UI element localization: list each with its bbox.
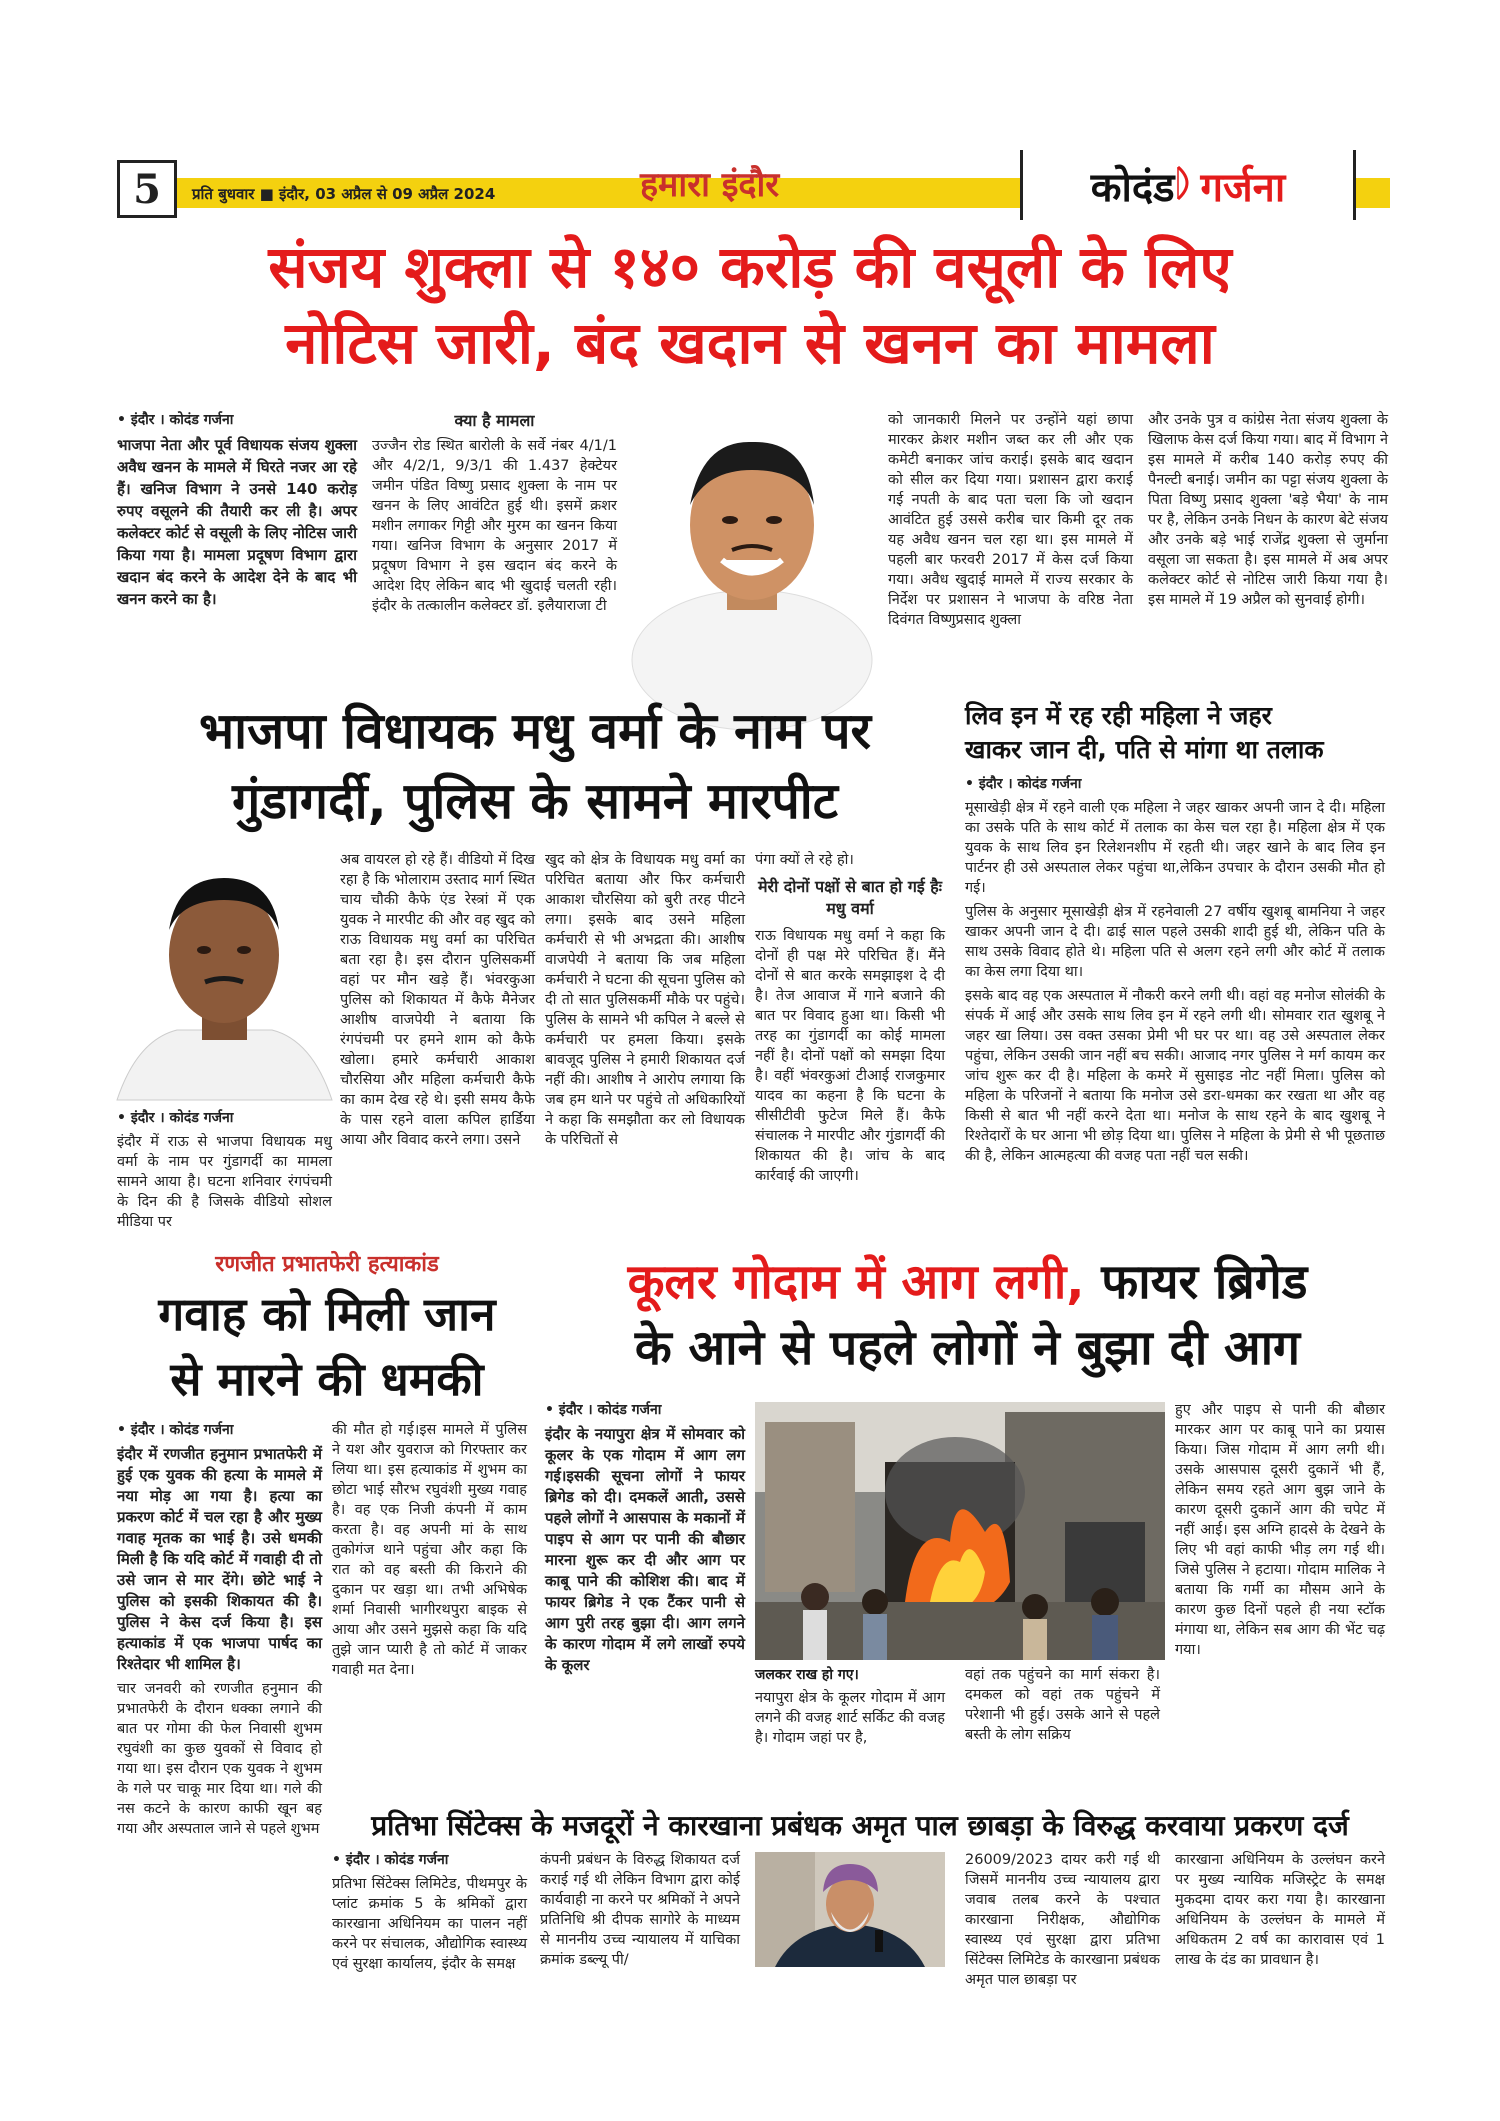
story5-col2 [755, 1688, 945, 1803]
brand-left: कोदंड [1090, 164, 1175, 211]
story5-headline-line1 [545, 1252, 1390, 1312]
story4-lead: इंदौर में रणजीत हनुमान प्रभातफेरी में हुई एक युवक की हत्या के मामले में नया मोड़ आ गया है। हत्या का प्रकरण कोर्ट में चल रहा है और मुख्य गवाह मृतक का भाई है। उसे धमकी मिली है कि यदि कोर्ट में गवाही दी तो उसे जान से मार देंगे। छोटे भाई ने पुलिस को इसकी शिकायत की है। पुलिस ने केस दर्ज किया है। इस हत्याकांड में एक भाजपा पार्षद का रिश्तेदार भी शामिल है। [117, 1445, 322, 1673]
story3-body [965, 774, 1385, 1222]
amrit-pal-chhabra-photo [755, 1852, 945, 1967]
story2-col3 [545, 850, 745, 1220]
story6-headline: प्रतिभा सिंटेक्स के मजदूरों ने कारखाना प्रबंधक अमृत पाल छाबड़ा के विरुद्ध करवाया प्रकरण दर्ज [371, 1809, 1349, 1842]
story5-col4 [1175, 1400, 1385, 1805]
story2-headline-line1: भाजपा विधायक मधु वर्मा के नाम पर [199, 702, 871, 760]
story2-col4-text: राऊ विधायक मधु वर्मा ने कहा कि दोनों ही पक्ष मेरे परिचित हैं। मैंने दोनों से बात करके समझाइश दे दी है। तेज आवाज में गाने बजाने की बात पर विवाद हुआ था। किसी भी तरह का गुंडागर्दी का कोई मामला नहीं है। दोनों पक्षों को समझा दिया है। वहीं भंवरकुआं टीआई राजकुमार यादव का कहना है कि घटना के सीसीटीवी फुटेज मिले हैं। कैफे संचालक ने मारपीट और गुंडागर्दी की शिकायत की है। जांच के बाद कार्रवाई की जाएगी। [755, 928, 945, 1184]
madhu-verma-photo [117, 850, 332, 1100]
story2-col4 [755, 850, 945, 1220]
story1-headline-line1: संजय शुक्ला से १४० करोड़ की वसूली के लिए [268, 233, 1232, 301]
story3-dateline: • इंदौर । कोदंड गर्जना [965, 776, 1082, 792]
story5-col3-text: वहां तक पहुंचने का मार्ग संकरा है। दमकल को वहां तक पहुंचने में परेशानी भी हुई। उसके आने से पहले बस्ती के लोग सक्रिय [965, 1667, 1160, 1743]
story4-headline-line2: से मारने की धमकी [170, 1352, 484, 1406]
story5-headline-black: फायर ब्रिगेड [1101, 1254, 1308, 1310]
story5-dateline: • इंदौर । कोदंड गर्जना [545, 1402, 662, 1418]
story1-col3-text: को जानकारी मिलने पर उन्होंने यहां छापा मारकर क्रेशर मशीन जब्त कर ली और एक कमेटी बनाकर जांच कराई। इसके बाद खदान को सील कर दिया गया। प्रशासन द्वारा कराई गई नपती के बाद पता चला कि जो खदान आवंटित हुई उससे करीब चार किमी दूर तक यह अवैध खनन चल रहा था। इस मामले में पहली बार फरवरी 2017 में केस दर्ज किया गया। अवैध खुदाई मामले में राज्य सरकार के निर्देश पर प्रशासन ने भाजपा के वरिष्ठ नेता दिवंगत विष्णुप्रसाद शुक्ला [888, 412, 1133, 628]
fire-photo-caption: जलकर राख हो गए। [755, 1667, 859, 1683]
story4-kicker: रणजीत प्रभातफेरी हत्याकांड [215, 1252, 439, 1277]
story3-para3: इसके बाद वह एक अस्पताल में नौकरी करने लगी थी। वहां वह मनोज सोलंकी के संपर्क में आई और उसके साथ लिव इन में रहने लगी थी। सोमवार रात खुशबू ने जहर खा लिया। उस वक्त उसका प्रेमी भी घर पर था। वह उसे अस्पताल लेकर पहुंचा, लेकिन उसकी जान नहीं बच सकी। आजाद नगर पुलिस ने मर्ग कायम कर जांच शुरू कर दी है। महिला के कमरे में सुसाइड नोट नहीं मिला। पुलिस को महिला के परिजनों ने बताया कि मनोज उसे डरा-धमका कर रखता था और वह किसी से बात भी नहीं करने देता था। मनोज के साथ रहने के बाद खुशबू ने रिश्तेदारों के घर आना भी छोड़ दिया था। पुलिस ने महिला के प्रेमी से भी पूछताछ की है, लेकिन आत्महत्या की वजह पता नहीं चल सकी। [965, 988, 1385, 1164]
story5-col3 [965, 1665, 1160, 1805]
story4-col1 [117, 1420, 322, 1940]
story2-col1-text: इंदौर में राऊ से भाजपा विधायक मधु वर्मा के नाम पर गुंडागर्दी का मामला सामने आया है। घटना शनिवार रंगपंचमी के दिन की है जिसके वीडियो सोशल मीडिया पर [117, 1134, 332, 1230]
story2-headline-line2: गुंडागर्दी, पुलिस के सामने मारपीट [232, 772, 838, 830]
story5-col4-text: हुए और पाइप से पानी की बौछार मारकर आग पर काबू पाने का प्रयास किया। जिस गोदाम में आग लगी थी। उसके आसपास दूसरी दुकानें भी हैं, लेकिन समय रहते आग बुझ जाने के कारण दूसरी दुकानें आग की चपेट में नहीं आई। इस अग्नि हादसे के देखने के लिए भी वहां काफी भीड़ लग गई थी। जिसे पुलिस ने हटाया। गोदाम मालिक ने बताया कि गर्मी का मौसम आने के कारण कुछ दिनों पहले ही नया स्टॉक मंगाया था, लेकिन सब आग की भेंट चढ़ गया। [1175, 1402, 1385, 1658]
story1-dateline: • इंदौर । कोदंड गर्जना [117, 412, 234, 428]
sanjay-shukla-photo [632, 410, 872, 680]
story3-headline-line1: लिव इन में रह रही महिला ने जहर [965, 701, 1272, 730]
story1-lead: भाजपा नेता और पूर्व विधायक संजय शुक्ला अवैध खनन के मामले में घिरते नजर आ रहे हैं। खनिज विभाग ने उनसे 140 करोड़ रुपए वसूलने की तैयारी कर ली है। अपर कलेक्टर कोर्ट से वसूली के लिए नोटिस जारी किया गया है। मामला प्रदूषण विभाग द्वारा खदान बंद करने के आदेश देने के बाद भी खनन करने का है। [117, 436, 357, 608]
story1-col2 [372, 410, 617, 680]
brand-right: गर्जना [1200, 164, 1286, 211]
story2-subhead: मेरी दोनों पक्षों से बात हो गई हैः मधु वर्मा [757, 877, 943, 918]
story5-headline-red: कूलर गोदाम में आग लगी, [627, 1254, 1085, 1310]
story6-col1-text: प्रतिभा सिंटेक्स लिमिटेड, पीथमपुर के प्लांट क्रमांक 5 के श्रमिकों द्वारा कारखाना अधिनियम का पालन नहीं करने पर संचालक, औद्योगिक स्वास्थ्य एवं सुरक्षा कार्यालय, इंदौर के समक्ष [332, 1876, 527, 1972]
story1-col2-text: उज्जैन रोड स्थित बारोली के सर्वे नंबर 4/1/1 और 4/2/1, 9/3/1 की 1.437 हेक्टेयर जमीन पंडित विष्णु प्रसाद शुक्ला के नाम पर खनन के लिए आवंटित हुई थी। इसमें क्रशर मशीन लगाकर गिट्टी और मुरम का खनन किया गया। खनिज विभाग के अनुसार 2017 में प्रदूषण विभाग ने इस खदान बंद करने के आदेश दिए लेकिन बाद भी खुदाई चलती रही। इंदौर के तत्कालीन कलेक्टर डॉ. इलैयाराजा टी [372, 438, 617, 614]
story2-col2 [340, 850, 535, 1220]
brand-logo [1020, 150, 1356, 220]
story3-headline-line2: खाकर जान दी, पति से मांगा था तलाक [965, 735, 1324, 764]
story6-col3-text: 26009/2023 दायर करी गई थी जिसमें माननीय उच्च न्यायालय द्वारा जवाब तलब करने के पश्चात कारखाना निरीक्षक, औद्योगिक स्वास्थ्य एवं सुरक्षा द्वारा प्रतिभा सिंटेक्स लिमिटेड के कारखाना प्रबंधक अमृत पाल छाबड़ा पर [965, 1852, 1160, 1988]
section-title: हमारा इंदौर [640, 165, 780, 205]
story5-headline-line2: के आने से पहले लोगों ने बुझा दी आग [634, 1320, 1301, 1376]
fire-photo [755, 1402, 1165, 1660]
story6-col3 [965, 1850, 1160, 1988]
story2-col4-top: पंगा क्यों ले रहे हो। [755, 852, 854, 868]
story1-col1 [117, 410, 357, 680]
story6-col1 [332, 1850, 527, 1972]
story4-col1-rest: चार जनवरी को रणजीत हनुमान की प्रभातफेरी के दौरान धक्का लगाने की बात पर गोमा की फेल निवासी शुभम रघुवंशी का कुछ युवकों से विवाद हो गया था। इस दौरान एक युवक ने शुभम के गले पर चाकू मार दिया था। गले की नस कटने के कारण काफी खून बह गया और अस्पताल जाने से पहले शुभम [117, 1681, 322, 1837]
story6-col2-text: कंपनी प्रबंधन के विरुद्ध शिकायत दर्ज कराई गई थी लेकिन विभाग द्वारा कोई कार्यवाही ना करने पर श्रमिकों ने अपने प्रतिनिधि श्री दीपक सागोरे के माध्यम से माननीय उच्च न्यायालय में याचिका क्रमांक डब्ल्यू पी/ [540, 1852, 740, 1968]
story6-dateline: • इंदौर । कोदंड गर्जना [332, 1852, 449, 1868]
story1-col4 [1148, 410, 1388, 680]
story5-col1 [545, 1400, 745, 1805]
page-number-box [117, 160, 177, 218]
story2-col2-text: अब वायरल हो रहे हैं। वीडियो में दिख रहा है कि भोलाराम उस्ताद मार्ग स्थित चाय चौकी कैफे एंड रेस्त्रां में एक युवक ने मारपीट की और वह खुद को राऊ विधायक मधु वर्मा का परिचित बता रहा है। इस दौरान पुलिसकर्मी वहां पर मौन खड़े हैं। भंवरकुआ पुलिस को शिकायत में कैफे मैनेजर आशीष वाजपेयी ने बताया कि रंगपंचमी पर हमने शाम को कैफे खोला। हमारे कर्मचारी आकाश चौरसिया और महिला कर्मचारी कैफे का काम देख रहे थे। इसी समय कैफे के पास रहने वाला कपिल हार्डिया आया और विवाद करने लगा। उसने [340, 852, 535, 1148]
story6-col4 [1175, 1850, 1385, 1968]
story6-col2 [540, 1850, 740, 1968]
story2-col3-text: खुद को क्षेत्र के विधायक मधु वर्मा का परिचित बताया और फिर कर्मचारी आकाश चौरसिया को बुरी तरह पीटने लगा। इसके बाद उसने महिला कर्मचारी से भी अभद्रता की। आशीष वाजपेयी ने बताया कि जब महिला कर्मचारी ने घटना की सूचना पुलिस को दी तो सात पुलिसकर्मी मौके पर पहुंचे। पुलिस के सामने भी कपिल ने बल्ले से कर्मचारी पर हमला किया। इसके बावजूद पुलिस ने हमारी शिकायत दर्ज नहीं की। आशीष ने आरोप लगाया कि जब हम थाने पर पहुंचे तो अधिकारियों ने कहा कि समझौता कर लो विधायक के परिचितों से [545, 852, 745, 1148]
story2-col1 [117, 1108, 332, 1230]
story4-headline-line1: गवाह को मिली जान [158, 1287, 496, 1341]
bow-icon [1174, 163, 1200, 207]
story4-dateline: • इंदौर । कोदंड गर्जना [117, 1422, 234, 1438]
page-number: 5 [133, 165, 161, 213]
story3-para1: मूसाखेड़ी क्षेत्र में रहने वाली एक महिला ने जहर खाकर अपनी जान दे दी। महिला का उसके पति के साथ कोर्ट में तलाक का केस चल रहा है। महिला क्षेत्र में एक युवक के साथ लिव इन रिलेशनशीप में रहती थी। जहर खाने के बाद लिव इन पार्टनर ही उसे अस्पताल लेकर पहुंचा था,लेकिन उपचार के दौरान उसकी मौत हो गई। [965, 800, 1385, 896]
story3-para2: पुलिस के अनुसार मूसाखेड़ी क्षेत्र में रहनेवाली 27 वर्षीय खुशबू बामनिया ने जहर खाकर अपनी जान दे दी। ढाई साल पहले उसकी शादी हुई थी, लेकिन पति के साथ उसके विवाद होते थे। महिला पति से अलग रहने लगी और कोर्ट में तलाक का केस लगा दिया था। [965, 904, 1385, 980]
story5-col2-text: नयापुरा क्षेत्र के कूलर गोदाम में आग लगने की वजह शार्ट सर्किट की वजह है। गोदाम जहां पर है, [755, 1690, 945, 1746]
story5-lead: इंदौर के नयापुरा क्षेत्र में सोमवार को कूलर के एक गोदाम में आग लग गई।इसकी सूचना लोगों ने फायर ब्रिगेड को दी। दमकलें आती, उससे पहले लोगों ने आसपास के मकानों में पाइप से आग पर पानी की बौछार मारना शुरू कर दी और आग पर काबू पाने की कोशिश की। बाद में फायर ब्रिगेड ने एक टैंकर पानी से आग पुरी तरह बुझा दी। आग लगने के कारण गोदाम में लगे लाखों रुपये के कूलर [545, 1425, 745, 1674]
story2-dateline: • इंदौर । कोदंड गर्जना [117, 1110, 234, 1126]
story4-col2-text: की मौत हो गई।इस मामले में पुलिस ने यश और युवराज को गिरफ्तार कर लिया था। इस हत्याकांड में शुभम का छोटा भाई सौरभ रघुवंशी मुख्य गवाह है। वह एक निजी कंपनी में काम करता है। वह अपनी मां के साथ तुकोगंज थाने पहुंचा और कहा कि रात को वह बस्ती की किराने की दुकान पर खड़ा था। तभी अभिषेक शर्मा निवासी भागीरथपुरा बाइक से आया और उसने मुझसे कहा कि यदि तुझे जान प्यारी है तो कोर्ट में जाकर गवाही मत देना। [332, 1422, 527, 1678]
story1-subhead: क्या है मामला [454, 411, 535, 430]
story6-col4-text: कारखाना अधिनियम के उल्लंघन करने पर मुख्य न्यायिक मजिस्ट्रेट के समक्ष मुकदमा दायर करा गया है। कारखाना अधिनियम के उल्लंघन के मामले में अधिकतम 2 वर्ष का कारावास एवं 1 लाख के दंड का प्रावधान है। [1175, 1852, 1385, 1968]
story1-headline-line2: नोटिस जारी, बंद खदान से खनन का मामला [285, 309, 1215, 377]
story1-col4-text: और उनके पुत्र व कांग्रेस नेता संजय शुक्ला के खिलाफ केस दर्ज किया गया। बाद में विभाग ने इस मामले में करीब 140 करोड़ रुपए की पैनल्टी बनाई। जमीन का पट्टा संजय शुक्ला के पिता विष्णु प्रसाद शुक्ला 'बड़े भैया' के नाम पर है, लेकिन उनके निधन के कारण बेटे संजय और उनके बड़े भाई राजेंद्र शुक्ला से जुर्माना वसूला जा सकता है। इस मामले में अब अपर कलेक्टर कोर्ट से नोटिस जारी किया गया है। इस मामले में 19 अप्रैल को सुनवाई होगी। [1148, 412, 1388, 608]
issue-line: प्रति बुधवार ■ इंदौर, 03 अप्रैल से 09 अप्रैल 2024 [192, 185, 496, 203]
story1-col3 [888, 410, 1133, 680]
